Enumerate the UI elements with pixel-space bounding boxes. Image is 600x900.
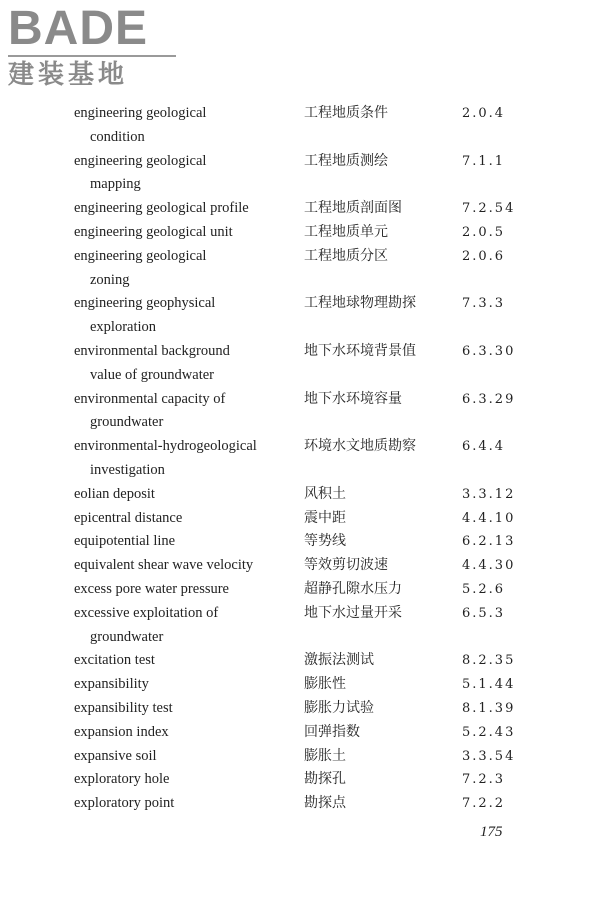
english-term [74, 602, 299, 650]
glossary-entry [0, 649, 600, 673]
chinese-term: 勘探孔 [304, 771, 346, 788]
glossary-entry [0, 554, 600, 578]
english-term-line: investigation [90, 461, 165, 478]
chinese-term: 地下水环境背景值 [304, 342, 416, 359]
english-term [74, 792, 299, 816]
section-reference: 5.2.43 [462, 724, 516, 740]
english-term-line: condition [90, 128, 145, 145]
english-term [74, 150, 299, 198]
chinese-term: 勘探点 [304, 795, 346, 812]
chinese-term: 等势线 [304, 533, 346, 550]
english-term-line: engineering geological [74, 152, 207, 169]
logo-subtitle: 建装基地 [8, 60, 129, 90]
english-term [74, 435, 299, 483]
chinese-term: 工程地球物理勘探 [304, 295, 416, 312]
english-term [74, 768, 299, 792]
chinese-term: 环境水文地质勘察 [304, 438, 416, 455]
english-term-line: engineering geological [74, 247, 207, 264]
english-term-line: exploratory hole [74, 771, 170, 788]
english-term-line: environmental-hydrogeological [74, 438, 257, 455]
english-term [74, 721, 299, 745]
chinese-term: 回弹指数 [304, 723, 360, 740]
english-term-line: environmental capacity of [74, 390, 226, 407]
section-reference: 7.2.54 [462, 201, 516, 217]
english-term-line: equipotential line [74, 533, 176, 550]
glossary-entry [0, 221, 600, 245]
english-term-line: exploratory point [74, 795, 175, 812]
glossary-entry [0, 745, 600, 769]
english-term-line: engineering geological profile [74, 200, 249, 217]
section-reference: 5.2.6 [462, 581, 506, 597]
glossary-entry [0, 602, 600, 650]
english-term-line: groundwater [90, 414, 164, 431]
glossary-entry [0, 483, 600, 507]
section-reference: 6.3.29 [462, 391, 516, 407]
english-term [74, 578, 299, 602]
chinese-term: 超静孔隙水压力 [304, 580, 402, 597]
glossary-entry [0, 721, 600, 745]
glossary-list [0, 102, 600, 816]
glossary-entry [0, 768, 600, 792]
english-term-line: excitation test [74, 652, 155, 669]
section-reference: 6.2.13 [462, 534, 516, 550]
english-term-line: engineering geological unit [74, 223, 233, 240]
section-reference: 7.2.3 [462, 772, 506, 788]
english-term-line: excess pore water pressure [74, 580, 229, 597]
chinese-term: 地下水环境容量 [304, 390, 402, 407]
english-term [74, 530, 299, 554]
english-term [74, 388, 299, 436]
section-reference: 2.0.4 [462, 106, 506, 121]
english-term-line: expansibility test [74, 699, 173, 716]
section-reference: 5.1.44 [462, 677, 516, 693]
chinese-term: 工程地质测绘 [304, 152, 388, 169]
english-term [74, 102, 299, 150]
section-reference: 7.2.2 [462, 796, 506, 812]
english-term-line: equivalent shear wave velocity [74, 557, 254, 574]
english-term-line: expansibility [74, 676, 149, 693]
glossary-entry [0, 792, 600, 816]
glossary-entry [0, 197, 600, 221]
english-term-line: engineering geological [74, 105, 207, 121]
english-term [74, 507, 299, 531]
chinese-term: 膨胀力试验 [304, 699, 374, 716]
section-reference: 8.1.39 [462, 700, 516, 716]
chinese-term: 激振法测试 [304, 652, 374, 669]
glossary-entry [0, 292, 600, 340]
section-reference: 7.1.1 [462, 153, 506, 169]
section-reference: 7.3.3 [462, 296, 506, 312]
chinese-term: 地下水过量开采 [304, 604, 402, 621]
section-reference: 2.0.5 [462, 224, 506, 240]
chinese-term: 工程地质分区 [304, 247, 388, 264]
glossary-entry [0, 340, 600, 388]
english-term-line: expansion index [74, 723, 169, 740]
chinese-term: 工程地质单元 [304, 223, 388, 240]
section-reference: 3.3.54 [462, 748, 516, 764]
english-term [74, 483, 299, 507]
english-term-line: exploration [90, 319, 157, 336]
english-term [74, 197, 299, 221]
english-term-line: mapping [90, 176, 141, 193]
english-term [74, 697, 299, 721]
english-term [74, 245, 299, 293]
chinese-term: 工程地质条件 [304, 105, 388, 121]
english-term-line: zoning [90, 271, 130, 288]
section-reference: 6.3.30 [462, 343, 516, 359]
chinese-term: 风积土 [304, 485, 346, 502]
english-term-line: epicentral distance [74, 509, 183, 526]
logo-brand: BADE [8, 2, 149, 55]
page-number: 175 [480, 824, 503, 840]
glossary-entry [0, 697, 600, 721]
english-term-line: engineering geophysical [74, 295, 216, 312]
english-term [74, 554, 299, 578]
english-term-line: groundwater [90, 628, 164, 645]
glossary-entry [0, 102, 600, 150]
english-term-line: excessive exploitation of [74, 604, 219, 621]
english-term-line: value of groundwater [90, 366, 215, 383]
chinese-term: 震中距 [304, 509, 346, 526]
section-reference: 8.2.35 [462, 653, 516, 669]
chinese-term: 等效剪切波速 [304, 557, 388, 574]
glossary-entry [0, 578, 600, 602]
section-reference: 6.4.4 [462, 439, 506, 455]
chinese-term: 膨胀性 [304, 676, 346, 693]
logo-divider [8, 55, 176, 57]
glossary-entry [0, 388, 600, 436]
english-term [74, 745, 299, 769]
chinese-term: 工程地质剖面图 [304, 200, 402, 217]
glossary-entry [0, 673, 600, 697]
glossary-entry [0, 245, 600, 293]
glossary-entry [0, 150, 600, 198]
glossary-entry [0, 507, 600, 531]
english-term [74, 292, 299, 340]
glossary-entry [0, 530, 600, 554]
english-term [74, 340, 299, 388]
english-term [74, 673, 299, 697]
section-reference: 3.3.12 [462, 486, 516, 502]
english-term [74, 649, 299, 673]
english-term [74, 221, 299, 245]
section-reference: 4.4.30 [462, 558, 516, 574]
english-term-line: environmental background [74, 342, 230, 359]
bade-logo [8, 4, 178, 94]
section-reference: 6.5.3 [462, 605, 506, 621]
chinese-term: 膨胀土 [304, 747, 346, 764]
english-term-line: eolian deposit [74, 485, 155, 502]
glossary-entry [0, 435, 600, 483]
section-reference: 2.0.6 [462, 248, 506, 264]
english-term-line: expansive soil [74, 747, 157, 764]
section-reference: 4.4.10 [462, 510, 516, 526]
